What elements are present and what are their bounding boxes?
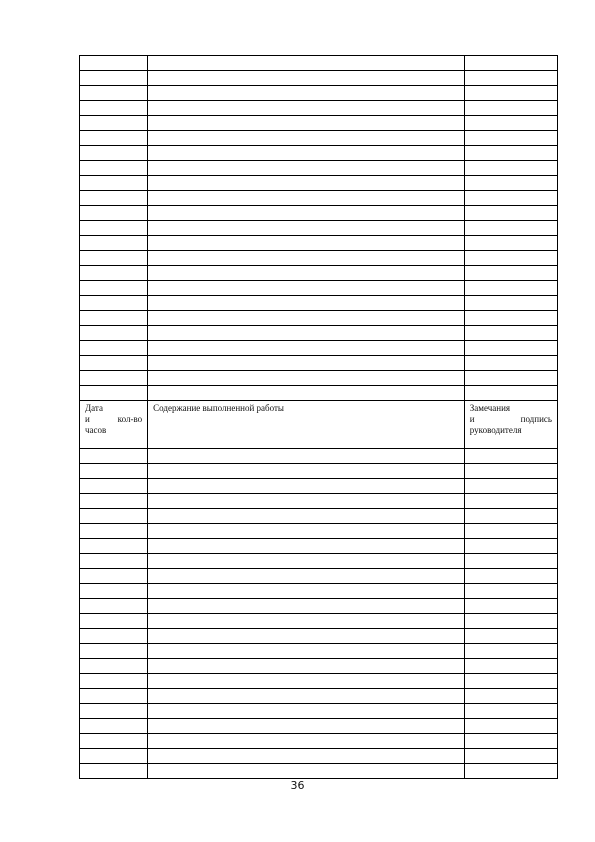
notes-cell[interactable] <box>464 131 557 146</box>
table-row <box>80 464 558 479</box>
table-row <box>80 569 558 584</box>
date-cell[interactable] <box>80 734 148 749</box>
date-cell[interactable] <box>80 206 148 221</box>
date-cell[interactable] <box>80 71 148 86</box>
notes-cell[interactable] <box>464 689 557 704</box>
table-row <box>80 689 558 704</box>
work-content-cell[interactable] <box>148 251 465 266</box>
work-content-cell[interactable] <box>148 464 465 479</box>
table-row <box>80 146 558 161</box>
notes-cell[interactable] <box>464 161 557 176</box>
notes-cell[interactable] <box>464 749 557 764</box>
date-cell[interactable] <box>80 176 148 191</box>
notes-cell[interactable] <box>464 386 557 401</box>
date-cell[interactable] <box>80 131 148 146</box>
table-row <box>80 116 558 131</box>
header-date-line-1: Дата <box>85 403 103 413</box>
date-cell[interactable] <box>80 599 148 614</box>
table-row <box>80 56 558 71</box>
work-content-cell[interactable] <box>148 371 465 386</box>
table-row <box>80 509 558 524</box>
notes-cell[interactable] <box>464 509 557 524</box>
table-row <box>80 449 558 464</box>
notes-cell[interactable] <box>464 296 557 311</box>
work-content-cell[interactable] <box>148 266 465 281</box>
date-cell[interactable] <box>80 524 148 539</box>
date-cell[interactable] <box>80 584 148 599</box>
notes-cell[interactable] <box>464 479 557 494</box>
header-date-line-2: и кол-во <box>85 413 143 424</box>
header-notes-line-1: Замечания <box>469 403 511 413</box>
table-row <box>80 236 558 251</box>
notes-cell[interactable] <box>464 614 557 629</box>
table-row <box>80 71 558 86</box>
work-content-cell[interactable] <box>148 749 465 764</box>
work-content-cell[interactable] <box>148 341 465 356</box>
date-cell[interactable] <box>80 764 148 779</box>
notes-cell[interactable] <box>464 674 557 689</box>
table-row <box>80 584 558 599</box>
work-content-cell[interactable] <box>148 764 465 779</box>
notes-cell[interactable] <box>464 251 557 266</box>
date-cell[interactable] <box>80 191 148 206</box>
notes-cell[interactable] <box>464 56 557 71</box>
date-cell[interactable] <box>80 509 148 524</box>
work-content-cell[interactable] <box>148 614 465 629</box>
date-cell[interactable] <box>80 689 148 704</box>
header-notes-line-2: и подпись <box>469 413 552 424</box>
notes-cell[interactable] <box>464 449 557 464</box>
date-cell[interactable] <box>80 116 148 131</box>
work-content-cell[interactable] <box>148 281 465 296</box>
notes-cell[interactable] <box>464 146 557 161</box>
table-row <box>80 176 558 191</box>
date-cell[interactable] <box>80 356 148 371</box>
work-content-cell[interactable] <box>148 704 465 719</box>
date-cell[interactable] <box>80 221 148 236</box>
notes-cell[interactable] <box>464 704 557 719</box>
date-cell[interactable] <box>80 569 148 584</box>
date-cell[interactable] <box>80 464 148 479</box>
work-content-cell[interactable] <box>148 644 465 659</box>
date-cell[interactable] <box>80 161 148 176</box>
notes-cell[interactable] <box>464 101 557 116</box>
notes-cell[interactable] <box>464 464 557 479</box>
date-cell[interactable] <box>80 311 148 326</box>
table-row <box>80 251 558 266</box>
date-cell[interactable] <box>80 614 148 629</box>
header-work-content <box>148 401 465 449</box>
work-content-cell[interactable] <box>148 674 465 689</box>
table-row <box>80 371 558 386</box>
notes-cell[interactable] <box>464 554 557 569</box>
date-cell[interactable] <box>80 449 148 464</box>
table-row <box>80 704 558 719</box>
work-content-cell[interactable] <box>148 236 465 251</box>
table-row <box>80 101 558 116</box>
notes-cell[interactable] <box>464 281 557 296</box>
work-content-cell[interactable] <box>148 734 465 749</box>
table-row <box>80 659 558 674</box>
table-row <box>80 614 558 629</box>
notes-cell[interactable] <box>464 569 557 584</box>
table-row <box>80 221 558 236</box>
table-row <box>80 644 558 659</box>
notes-cell[interactable] <box>464 584 557 599</box>
work-content-cell[interactable] <box>148 116 465 131</box>
work-content-cell[interactable] <box>148 146 465 161</box>
notes-cell[interactable] <box>464 764 557 779</box>
notes-cell[interactable] <box>464 539 557 554</box>
work-content-cell[interactable] <box>148 176 465 191</box>
work-content-cell[interactable] <box>148 356 465 371</box>
work-content-cell[interactable] <box>148 569 465 584</box>
table-row <box>80 131 558 146</box>
header-notes-signature <box>464 401 557 449</box>
table-row <box>80 356 558 371</box>
notes-cell[interactable] <box>464 734 557 749</box>
date-cell[interactable] <box>80 749 148 764</box>
date-cell[interactable] <box>80 86 148 101</box>
table-row <box>80 764 558 779</box>
date-cell[interactable] <box>80 719 148 734</box>
date-cell[interactable] <box>80 371 148 386</box>
work-content-cell[interactable] <box>148 689 465 704</box>
date-cell[interactable] <box>80 236 148 251</box>
table-row <box>80 539 558 554</box>
work-content-cell[interactable] <box>148 56 465 71</box>
work-content-cell[interactable] <box>148 221 465 236</box>
notes-cell[interactable] <box>464 266 557 281</box>
work-log-header-section <box>80 401 558 449</box>
notes-cell[interactable] <box>464 311 557 326</box>
work-content-cell[interactable] <box>148 479 465 494</box>
page-number: 36 <box>290 779 305 792</box>
table-row <box>80 311 558 326</box>
date-cell[interactable] <box>80 659 148 674</box>
date-cell[interactable] <box>80 266 148 281</box>
notes-cell[interactable] <box>464 341 557 356</box>
header-work-content-label: Содержание выполненной работы <box>153 403 284 413</box>
notes-cell[interactable] <box>464 719 557 734</box>
table-row <box>80 86 558 101</box>
work-content-cell[interactable] <box>148 719 465 734</box>
notes-cell[interactable] <box>464 236 557 251</box>
notes-cell[interactable] <box>464 629 557 644</box>
notes-cell[interactable] <box>464 659 557 674</box>
table-row <box>80 296 558 311</box>
date-cell[interactable] <box>80 386 148 401</box>
table-row <box>80 281 558 296</box>
work-log-rows-bottom <box>80 449 558 779</box>
work-content-cell[interactable] <box>148 161 465 176</box>
table-row <box>80 524 558 539</box>
table-row <box>80 266 558 281</box>
table-row <box>80 494 558 509</box>
table-row <box>80 341 558 356</box>
date-cell[interactable] <box>80 341 148 356</box>
date-cell[interactable] <box>80 704 148 719</box>
notes-cell[interactable] <box>464 599 557 614</box>
date-cell[interactable] <box>80 296 148 311</box>
work-content-cell[interactable] <box>148 449 465 464</box>
date-cell[interactable] <box>80 56 148 71</box>
work-content-cell[interactable] <box>148 101 465 116</box>
notes-cell[interactable] <box>464 206 557 221</box>
table-row <box>80 674 558 689</box>
notes-cell[interactable] <box>464 176 557 191</box>
work-log-header-row <box>80 401 558 449</box>
work-content-cell[interactable] <box>148 326 465 341</box>
notes-cell[interactable] <box>464 644 557 659</box>
work-content-cell[interactable] <box>148 386 465 401</box>
notes-cell[interactable] <box>464 71 557 86</box>
notes-cell[interactable] <box>464 326 557 341</box>
table-row <box>80 161 558 176</box>
table-row <box>80 599 558 614</box>
notes-cell[interactable] <box>464 524 557 539</box>
date-cell[interactable] <box>80 281 148 296</box>
table-row <box>80 479 558 494</box>
notes-cell[interactable] <box>464 221 557 236</box>
date-cell[interactable] <box>80 644 148 659</box>
table-row <box>80 554 558 569</box>
table-row <box>80 191 558 206</box>
table-row <box>80 326 558 341</box>
table-row <box>80 629 558 644</box>
table-row <box>80 749 558 764</box>
work-content-cell[interactable] <box>148 206 465 221</box>
date-cell[interactable] <box>80 539 148 554</box>
work-content-cell[interactable] <box>148 191 465 206</box>
date-cell[interactable] <box>80 326 148 341</box>
date-cell[interactable] <box>80 494 148 509</box>
work-content-cell[interactable] <box>148 599 465 614</box>
work-content-cell[interactable] <box>148 131 465 146</box>
date-cell[interactable] <box>80 101 148 116</box>
work-content-cell[interactable] <box>148 71 465 86</box>
notes-cell[interactable] <box>464 371 557 386</box>
notes-cell[interactable] <box>464 86 557 101</box>
table-row <box>80 719 558 734</box>
work-content-cell[interactable] <box>148 296 465 311</box>
table-row <box>80 206 558 221</box>
header-notes-line-3: руководителя <box>469 424 522 435</box>
date-cell[interactable] <box>80 674 148 689</box>
work-content-cell[interactable] <box>148 584 465 599</box>
date-cell[interactable] <box>80 146 148 161</box>
notes-cell[interactable] <box>464 116 557 131</box>
date-cell[interactable] <box>80 479 148 494</box>
work-content-cell[interactable] <box>148 86 465 101</box>
date-cell[interactable] <box>80 629 148 644</box>
date-cell[interactable] <box>80 251 148 266</box>
notes-cell[interactable] <box>464 494 557 509</box>
date-cell[interactable] <box>80 554 148 569</box>
table-row <box>80 734 558 749</box>
work-log-rows-top <box>80 56 558 401</box>
notes-cell[interactable] <box>464 356 557 371</box>
work-content-cell[interactable] <box>148 524 465 539</box>
work-content-cell[interactable] <box>148 311 465 326</box>
header-date-hours <box>80 401 148 449</box>
table-row <box>80 386 558 401</box>
work-content-cell[interactable] <box>148 629 465 644</box>
work-content-cell[interactable] <box>148 509 465 524</box>
work-content-cell[interactable] <box>148 494 465 509</box>
work-log-table <box>79 55 558 779</box>
work-content-cell[interactable] <box>148 539 465 554</box>
work-content-cell[interactable] <box>148 554 465 569</box>
header-date-line-3: часов <box>85 424 107 435</box>
work-content-cell[interactable] <box>148 659 465 674</box>
notes-cell[interactable] <box>464 191 557 206</box>
